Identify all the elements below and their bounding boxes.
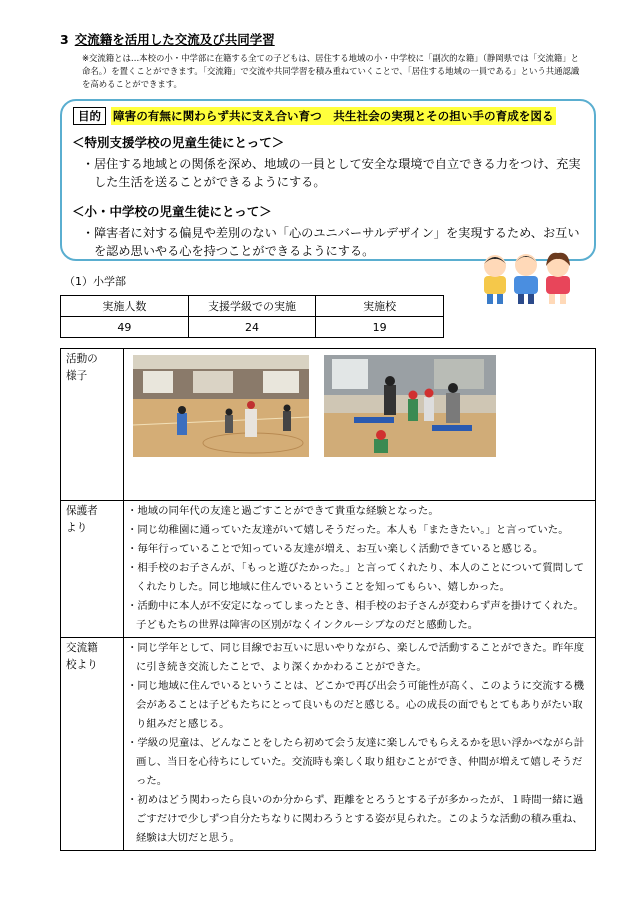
- stats-header: 実施校: [316, 296, 444, 317]
- schools-label-line: 校より: [66, 659, 98, 671]
- stats-value: 19: [316, 317, 444, 338]
- school-comment: ・初めはどう関わったら良いのか分からず、距離をとろうとする子が多かったが、１時間一緒に過ごすだけで少しずつ自分たちなりに関わろうとする姿が見られた。このような活動の積み重ね、経験は大切だと思う。: [127, 794, 584, 844]
- activity-table: [60, 348, 596, 851]
- section1-bullet: ・ 居住する地域との関係を深め、地域の一員として安全な環境で自立できる力をつけ、充実した生活を送ることができるようにする。: [82, 157, 581, 189]
- children-illustration: [478, 248, 576, 306]
- schools-label-line: 交流籍: [66, 642, 98, 654]
- schools-comments: [124, 638, 596, 851]
- section1-heading: ＜特別支援学校の児童生徒にとって＞: [72, 135, 285, 150]
- school-comment: ・同じ学年として、同じ目線でお互いに思いやりながら、楽しんで活動することができた。昨年度に引き続き交流したことで、より深くかかわることができた。: [127, 642, 584, 673]
- schools-label: [61, 638, 124, 851]
- activity-photos: [124, 349, 596, 501]
- heading-number: 3: [60, 32, 69, 47]
- footnote: ※交流籍とは…本校の小・中学部に在籍する全ての子どもは、居住する地域の小・中学校に「副次的な籍」（静岡県では「交流籍」と命名。）を置くことができます。「交流籍」で交流や共同学習を積み重ねていくことで、「居住する地域の一員である」という共通認識を高めることができます。: [82, 53, 580, 89]
- guardians-comments: [124, 501, 596, 638]
- stats-header: 実施人数: [61, 296, 189, 317]
- stats-value: 24: [188, 317, 316, 338]
- gym-photo-1: [133, 355, 309, 457]
- guardian-comment: ・毎年行っていることで知っている友達が増え、お互い楽しく活動できていると感じる。: [127, 543, 544, 555]
- section2-bullet-text: 障害者に対する偏見や差別のない「心のユニバーサルデザイン」を実現するため、お互いを認め思いやる心を持つことができるようにする。: [94, 226, 580, 258]
- activity-row: [61, 349, 596, 501]
- school-comment: ・学級の児童は、どんなことをしたら初めて会う友達に楽しんでもらえるかを思い浮かべながら計画し、当日を心待ちにしていた。交流時も楽しく取り組むことができ、仲間が増えて嬉しそうだった。: [127, 737, 585, 787]
- child-middle: [514, 254, 538, 304]
- stats-value-row: [61, 317, 444, 338]
- stats-header-row: [61, 296, 444, 317]
- guardians-label-line: 保護者: [66, 505, 98, 517]
- stats-table: [60, 295, 444, 338]
- stats-value: 49: [61, 317, 189, 338]
- guardians-label-line: より: [66, 522, 88, 534]
- goal-text: 障害の有無に関わらず共に支え合い育つ 共生社会の実現とその担い手の育成を図る: [113, 109, 554, 123]
- guardians-row: [61, 501, 596, 638]
- guardian-comment: ・地域の同年代の友達と過ごすことができて貴重な経験となった。: [127, 505, 439, 517]
- subsection-heading: （1）小学部: [64, 275, 126, 288]
- activity-label: [61, 349, 124, 501]
- gym-photo-2: [324, 355, 496, 457]
- guardian-comment: ・相手校のお子さんが、「もっと遊びたかった。」と言ってくれたり、本人のことについて質問してくれたりした。同じ地域に住んでいるということを知ってもらい、嬉しかった。: [127, 562, 584, 593]
- section1-bullet-text: 居住する地域との関係を深め、地域の一員として安全な環境で自立できる力をつけ、充実した生活を送ることができるようにする。: [94, 157, 581, 189]
- child-left: [484, 255, 506, 304]
- heading-text: 交流籍を活用した交流及び共同学習: [74, 32, 275, 47]
- school-comment: ・同じ地域に住んでいるということは、どこかで再び出会う可能性が高く、このように交流する機会があることは子どもたちにとって良いものだと感じる。心の成長の面でもとてもありがたい取り組みだと感じる。: [127, 680, 584, 730]
- guardian-comment: ・同じ幼稚園に通っていた友達がいて嬉しそうだった。本人も「またきたい。」と言っていた。: [127, 524, 569, 536]
- activity-label-line: 活動の: [66, 353, 98, 365]
- goal-label: 目的: [73, 107, 106, 125]
- guardian-comment: ・活動中に本人が不安定になってしまったとき、相手校のお子さんが変わらず声を掛けてくれた。子どもたちの世界は障害の区別がなくインクルーシブなのだと感動した。: [127, 600, 584, 631]
- section2-bullet: ・ 障害者に対する偏見や差別のない「心のユニバーサルデザイン」を実現するため、お互いを認め思いやる心を持つことができるようにする。: [82, 226, 580, 258]
- guardians-label: [61, 501, 124, 638]
- section2-heading: ＜小・中学校の児童生徒にとって＞: [72, 204, 272, 219]
- section-heading: [60, 30, 275, 48]
- activity-label-line: 様子: [66, 370, 88, 382]
- child-right: [546, 253, 570, 304]
- schools-row: [61, 638, 596, 851]
- stats-header: 支援学級での実施: [188, 296, 316, 317]
